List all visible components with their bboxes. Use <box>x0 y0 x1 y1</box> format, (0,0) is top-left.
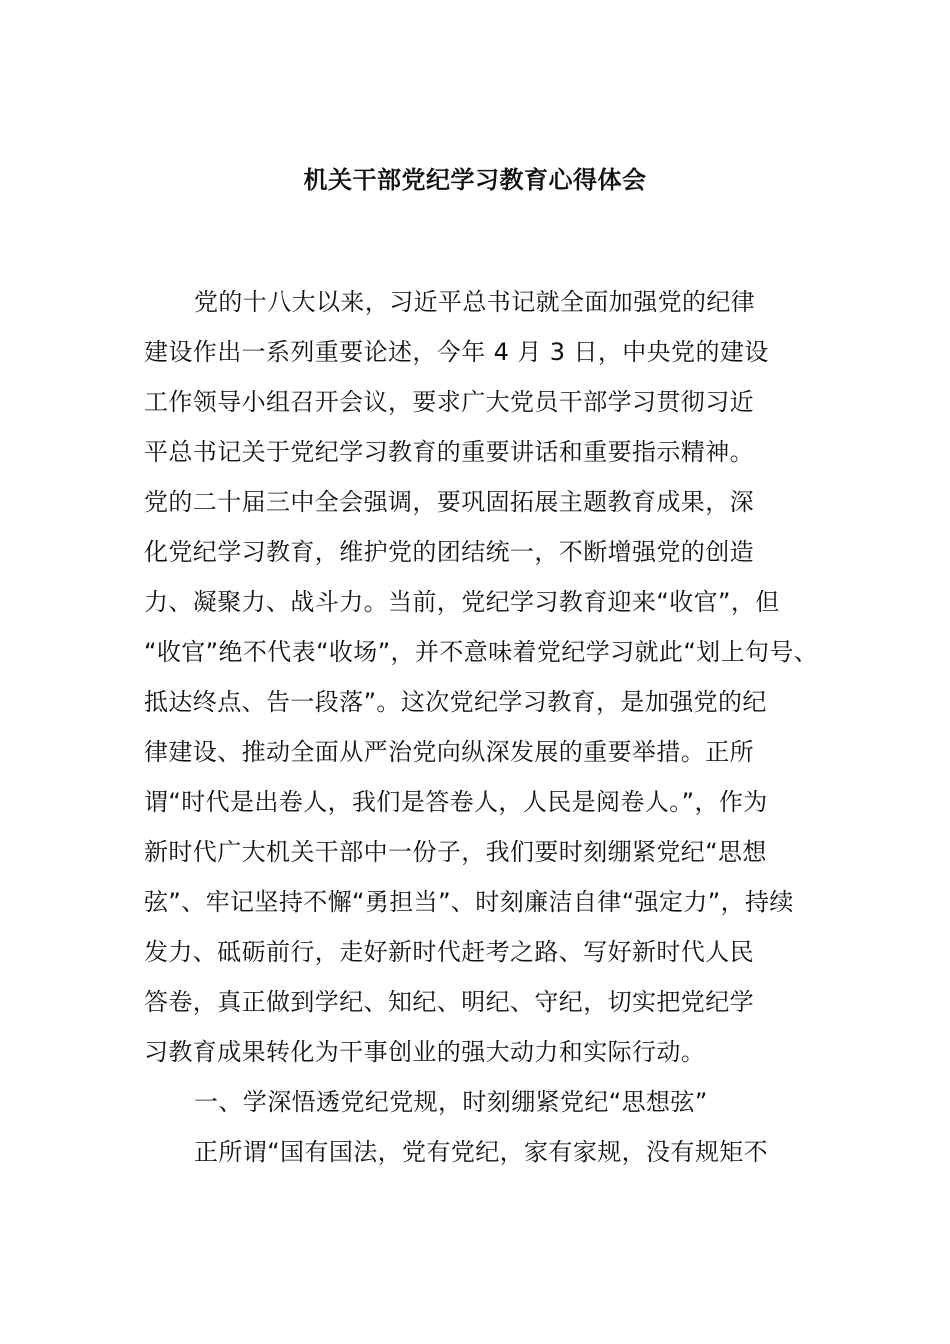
paragraph-line: 党的二十届三中全会强调，要巩固拓展主题教育成果，深 <box>144 488 754 516</box>
paragraph-line: 正所谓“国有国法，党有党纪，家有家规，没有规矩不 <box>194 1138 769 1166</box>
paragraph-line: 工作领导小组召开会议，要求广大党员干部学习贯彻习近 <box>144 388 754 416</box>
section-heading: 一、学深悟透党纪党规，时刻绷紧党纪“思想弦” <box>194 1088 708 1116</box>
paragraph-line: 党的十八大以来，习近平总书记就全面加强党的纪律 <box>194 288 756 316</box>
paragraph-line: 律建设、推动全面从严治党向纵深发展的重要举措。正所 <box>144 738 754 766</box>
paragraph-line: 习教育成果转化为干事创业的强大动力和实际行动。 <box>144 1038 706 1066</box>
paragraph-line: 建设作出一系列重要论述，今年 4 月 3 日，中央党的建设 <box>144 338 769 366</box>
paragraph-line: 发力、砥砺前行，走好新时代赶考之路、写好新时代人民 <box>144 938 754 966</box>
paragraph-line: 答卷，真正做到学纪、知纪、明纪、守纪，切实把党纪学 <box>144 988 754 1016</box>
paragraph-line: 力、凝聚力、战斗力。当前，党纪学习教育迎来“收官”，但 <box>144 588 780 616</box>
paragraph-line: “收官”绝不代表“收场”，并不意味着党纪学习就此“划上句号、 <box>144 638 819 666</box>
paragraph-line: 谓“时代是出卷人，我们是答卷人，人民是阅卷人。”，作为 <box>144 788 768 816</box>
document-title: 机关干部党纪学习教育心得体会 <box>303 166 647 194</box>
paragraph-line: 平总书记关于党纪学习教育的重要讲话和重要指示精神。 <box>144 438 754 466</box>
paragraph-line: 抵达终点、告一段落”。这次党纪学习教育，是加强党的纪 <box>144 688 767 716</box>
paragraph-line: 化党纪学习教育，维护党的团结统一，不断增强党的创造 <box>144 538 754 566</box>
paragraph-line: 弦”、牢记坚持不懈“勇担当”、时刻廉洁自律“强定力”，持续 <box>144 888 794 916</box>
paragraph-line: 新时代广大机关干部中一份子，我们要时刻绷紧党纪“思想 <box>144 838 767 866</box>
